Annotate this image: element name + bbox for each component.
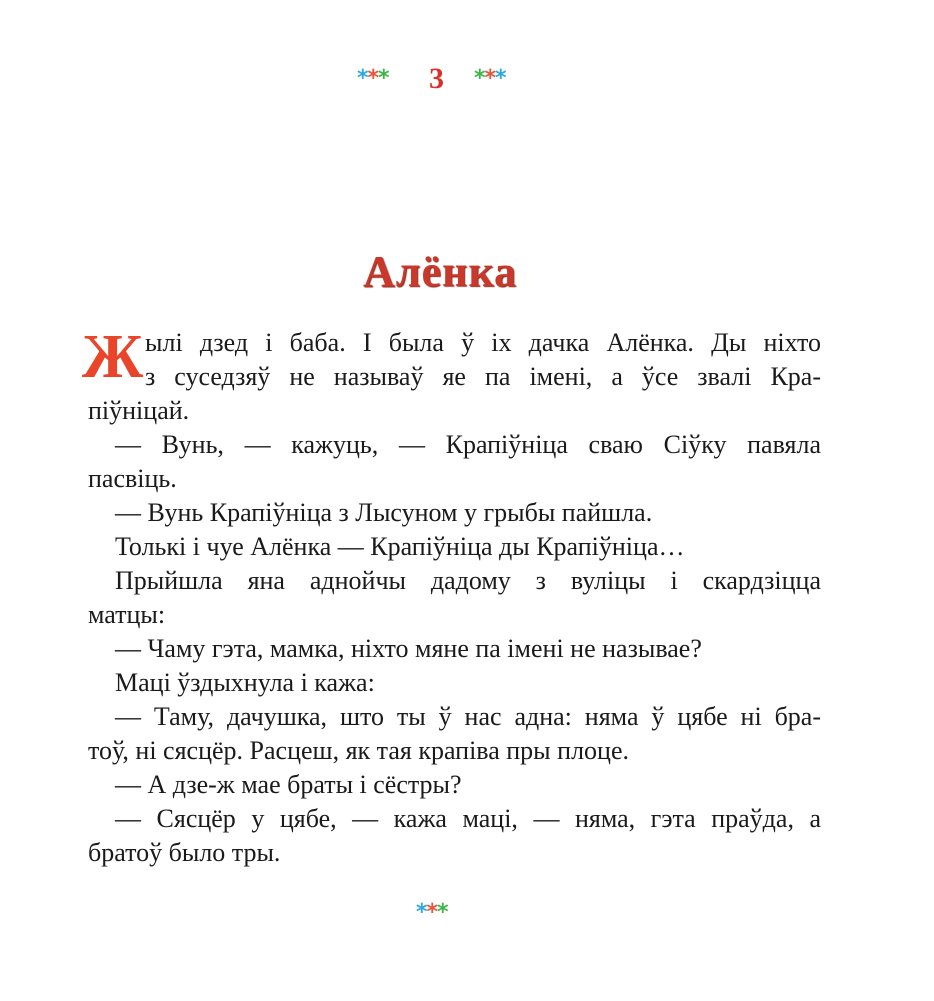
text-line: з суседзяў не называў яе па імені, а ўсе звалі Кра-	[145, 362, 821, 391]
text-line: братоў было тры.	[88, 838, 281, 867]
text-line: — Вунь Крапіўніца з Лысуном у грыбы пайшла.	[115, 498, 653, 527]
text-line: Толькі і чуе Алёнка — Крапіўніца ды Крапіўніца…	[115, 532, 685, 561]
text-line: — Сясцёр у цябе, — кажа маці, — няма, гэта праўда, а	[115, 804, 821, 833]
text-line: тоў, ні сясцёр. Расцеш, як тая крапіва пры плоце.	[88, 736, 629, 765]
decorative-stars-bottom: ***	[416, 900, 448, 925]
text-line: — А дзе-ж мае браты і сёстры?	[115, 770, 462, 799]
text-line: пасвіць.	[88, 464, 177, 493]
text-line: матцы:	[88, 600, 166, 629]
text-line: Прыйшла яна аднойчы дадому з вуліцы і скардзіцца	[115, 566, 821, 595]
text-line: — Чаму гэта, мамка, ніхто мяне па імені не называе?	[115, 634, 702, 663]
text-line: Маці ўздыхнула і кажа:	[115, 668, 375, 697]
decorative-stars-right: ***	[474, 66, 506, 91]
text-line: ылі дзед і баба. І была ў іх дачка Алёнка. Ды ніхто	[145, 328, 821, 357]
story-title: Алёнка	[362, 247, 518, 296]
text-line: — Таму, дачушка, што ты ў нас адна: няма ў цябе ні бра-	[115, 702, 821, 731]
decorative-stars-left: ***	[357, 66, 389, 91]
text-line: — Вунь, — кажуць, — Крапіўніца сваю Сіўку павяла	[115, 430, 821, 459]
text-line: піўніцай.	[88, 396, 190, 425]
page-number: 3	[429, 62, 444, 95]
drop-cap: Ж	[82, 323, 144, 391]
